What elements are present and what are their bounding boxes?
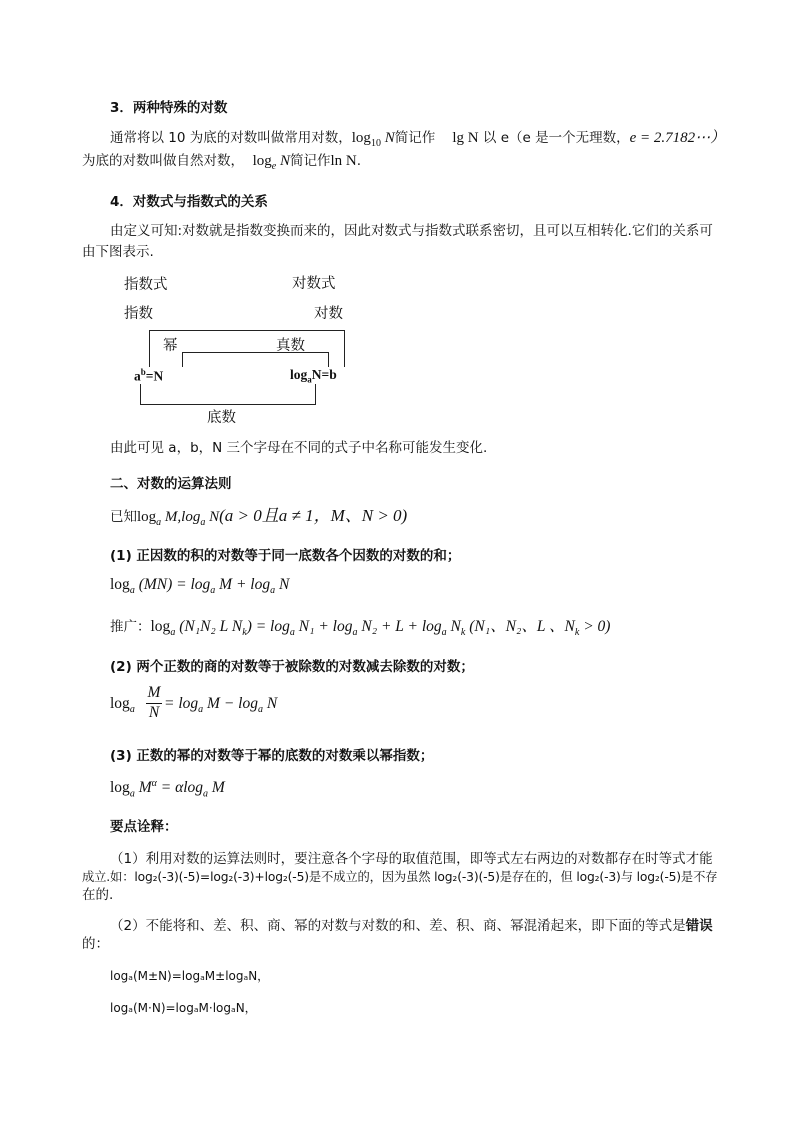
expr-part: N₂ + L + log — [357, 618, 442, 635]
sec3-line2 — [82, 150, 361, 178]
known-expr — [137, 506, 408, 528]
bracket-line — [182, 352, 328, 353]
notes-heading: 要点诠释： — [110, 819, 178, 835]
section-3-heading: 3．两种特殊的对数 — [110, 100, 228, 116]
log-base: a — [129, 704, 135, 716]
index-k: k — [460, 627, 466, 639]
expr-part: N — [446, 618, 461, 635]
log-base: a — [129, 788, 135, 800]
log-base: a — [200, 517, 206, 528]
log-label: log — [290, 367, 308, 382]
log-base: a — [210, 585, 216, 597]
rule1-formula — [110, 576, 289, 596]
ln-expr: ln N — [330, 153, 357, 169]
bracket-line — [140, 404, 315, 405]
sec4-para-line2: 由下图表示. — [82, 244, 154, 260]
loge-expr — [252, 153, 290, 172]
expr-part: M — [134, 779, 152, 797]
expr-part: = log — [164, 695, 199, 712]
log-base: a — [170, 627, 176, 639]
base-label: 底数 — [207, 410, 236, 426]
logarithm-label: 对数 — [314, 306, 343, 322]
sec3-line1-b: 以 e（e 是一个无理数， — [482, 130, 630, 146]
log-equation — [290, 367, 337, 385]
eq-rest: =N — [145, 368, 164, 384]
sec4-para-line1: 由定义可知:对数就是指数变换而来的，因此对数式与指数式联系密切，且可以互相转化.它们的关系可 — [110, 223, 713, 239]
log-base-e: e — [271, 161, 277, 172]
log-arg: N — [384, 130, 395, 146]
short-note: 简记作 — [394, 130, 436, 146]
note2-line1 — [110, 915, 713, 937]
sec3-line1-text: 通常将以 10 为底的对数叫做常用对数， — [110, 130, 352, 146]
expr-part: M,log — [161, 509, 201, 525]
expr-part: M — [208, 779, 225, 797]
log-label: log — [351, 130, 371, 146]
expr-part: (N₁N₂ L N — [175, 618, 243, 635]
power-label: 幂 — [163, 338, 178, 354]
expr-part: ) = log — [246, 618, 290, 635]
bracket-line — [149, 330, 150, 367]
eq-rest: N=b — [311, 367, 337, 382]
rule2-rhs — [164, 695, 277, 715]
rule3-heading: (3) 正数的幂的对数等于幂的底数的对数乘以幂指数； — [110, 748, 434, 764]
note1-line3: 在的. — [82, 887, 114, 903]
generalization-formula — [150, 618, 611, 639]
expr-part: N — [262, 695, 278, 712]
fraction-denominator: N — [148, 704, 160, 721]
expr-part: > 0) — [579, 618, 611, 635]
bracket-line — [344, 330, 345, 367]
wrong-equation-1: logₐ(M±N)=logₐM±logₐN， — [110, 969, 270, 983]
bracket-line — [140, 384, 141, 405]
log-base: a — [156, 517, 162, 528]
bracket-line — [182, 352, 183, 367]
short-note: 简记作 — [289, 153, 331, 169]
log-base: a — [352, 627, 358, 639]
sec3-line2-text: 为底的对数叫做自然对数， — [82, 153, 244, 169]
exponent-label: 指数 — [124, 306, 153, 322]
log-form-label: 对数式 — [292, 276, 336, 292]
part2-heading: 二、对数的运算法则 — [110, 476, 232, 492]
exponent-b: b — [140, 367, 146, 377]
log-base: a — [441, 627, 447, 639]
log-label: log — [137, 509, 157, 525]
note1-line2: 成立.如：log₂(-3)(-5)=log₂(-3)+log₂(-5)是不成立的，因为虽然 log₂(-3)(-5)是存在的，但 log₂(-3)与 log₂(-5)是不存 — [82, 870, 718, 884]
log-label: log — [110, 695, 130, 712]
log10-expr — [351, 130, 395, 149]
base-a: a — [134, 368, 141, 384]
log-base: a — [257, 704, 263, 716]
log-label: log — [110, 576, 130, 593]
note2-text: （2）不能将和、差、积、商、幂的对数与对数的和、差、积、商、幂混淆起来，即下面的等式是 — [110, 918, 686, 934]
expr-part: N₁ + log — [294, 618, 353, 635]
expr-part: (N₁、N₂、L 、N — [465, 618, 575, 635]
log-base-10: 10 — [370, 138, 381, 149]
period: . — [356, 153, 362, 169]
log-base: a — [270, 585, 276, 597]
log-base: a — [198, 704, 204, 716]
exponent-alpha: α — [151, 778, 157, 789]
note1-line1: （1）利用对数的运算法则时，要注意各个字母的取值范围，即等式左右两边的对数都存在时等式才能 — [110, 851, 713, 867]
index-k: k — [574, 627, 580, 639]
generalization-label: 推广： — [110, 619, 151, 635]
lg-expr: lg N — [452, 130, 479, 146]
known-line — [110, 505, 407, 534]
expr-part: N — [205, 509, 220, 525]
fraction-numerator: M — [147, 684, 161, 701]
expr-part: (MN) = log — [134, 576, 211, 593]
note2-bold-word: 错误 — [685, 918, 713, 934]
note2-line2: 的： — [82, 936, 109, 952]
log-base: a — [203, 788, 209, 800]
bracket-line — [315, 384, 316, 405]
log-label: log — [110, 779, 130, 797]
log-base: a — [129, 585, 135, 597]
wrong-equation-2: logₐ(M·N)=logₐM·logₐN， — [110, 1001, 257, 1015]
exp-equation — [134, 367, 163, 385]
bracket-line — [149, 330, 344, 331]
log-label: log — [150, 618, 171, 635]
generalization-line — [110, 616, 610, 644]
rule2-heading: (2) 两个正数的商的对数等于被除数的对数减去除数的对数； — [110, 659, 474, 675]
sec4-after-text: 由此可见 a，b，N 三个字母在不同的式子中名称可能发生变化. — [110, 440, 488, 456]
log-label: log — [252, 153, 272, 169]
section-4-heading: 4．对数式与指数式的关系 — [110, 194, 268, 210]
log-base-a: a — [307, 374, 312, 385]
expr-part: M − log — [203, 695, 258, 712]
log-base: a — [289, 627, 295, 639]
rule1-heading: (1) 正因数的积的对数等于同一底数各个因数的对数的和； — [110, 548, 461, 564]
e-value: e = 2.7182⋯） — [629, 130, 726, 146]
bracket-line — [328, 352, 329, 367]
index-k: k — [242, 627, 247, 639]
rule3-formula — [110, 778, 225, 799]
rule2-fraction — [146, 684, 162, 722]
known-label: 已知 — [110, 509, 137, 525]
known-condition: (a > 0且a ≠ 1，M、N > 0) — [219, 506, 408, 525]
expr-part: = αlog — [156, 779, 204, 797]
rule2-log — [110, 695, 135, 715]
exp-form-label: 指数式 — [124, 277, 168, 293]
expr-part: N — [275, 576, 290, 593]
expr-part: M + log — [215, 576, 271, 593]
log-arg: N — [279, 153, 290, 169]
antilog-label: 真数 — [276, 338, 305, 354]
